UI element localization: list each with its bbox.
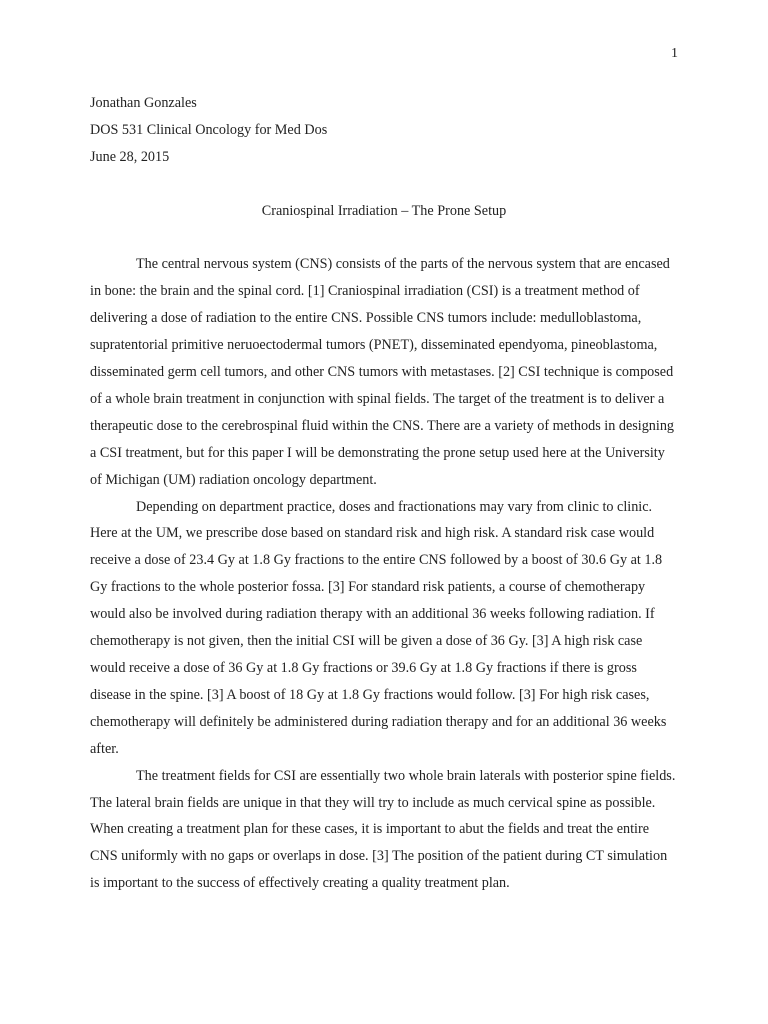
document-body bbox=[90, 90, 678, 897]
page-number: 1 bbox=[671, 46, 678, 61]
document-date: June 28, 2015 bbox=[90, 148, 170, 165]
document-title: Craniospinal Irradiation – The Prone Setup bbox=[261, 202, 507, 219]
course-name: DOS 531 Clinical Oncology for Med Dos bbox=[90, 121, 328, 138]
paragraph-3: The treatment fields for CSI are essentially two whole brain laterals with posterior spine fields. The lateral brain fields are unique in that they will try to include as much cervical spine as possible. When creating a treatment plan for these cases, it is important to abut the fields and treat the entire CNS uniformly with no gaps or overlaps in dose. [3] The position of the patient during CT simulation is important to the success of effectively creating a quality treatment plan. bbox=[90, 767, 676, 892]
paragraph-1: The central nervous system (CNS) consists of the parts of the nervous system that are encased in bone: the brain and the spinal cord. [1] Craniospinal irradiation (CSI) is a treatment method of delivering a dose of radiation to the entire CNS. Possible CNS tumors include: medulloblastoma, supratentorial primitive neruoectodermal tumors (PNET), disseminated ependyoma, pineoblastoma, disseminated germ cell tumors, and other CNS tumors with metastases. [2] CSI technique is composed of a whole brain treatment in conjunction with spinal fields. The target of the treatment is to deliver a therapeutic dose to the cerebrospinal fluid within the CNS. There are a variety of methods in designing a CSI treatment, but for this paper I will be demonstrating the prone setup used here at the University of Michigan (UM) radiation oncology department. bbox=[90, 256, 675, 488]
paragraph-2: Depending on department practice, doses and fractionations may vary from clinic to clinic. Here at the UM, we prescribe dose based on standard risk and high risk. A standard risk case would receive a dose of 23.4 Gy at 1.8 Gy fractions to the entire CNS followed by a boost of 30.6 Gy at 1.8 Gy fractions to the whole posterior fossa. [3] For standard risk patients, a course of chemotherapy would also be involved during radiation therapy with an additional 36 weeks following radiation. If chemotherapy is not given, then the initial CSI will be given a dose of 36 Gy. [3] A high risk case would receive a dose of 36 Gy at 1.8 Gy fractions or 39.6 Gy at 1.8 Gy fractions if there is gross disease in the spine. [3] A boost of 18 Gy at 1.8 Gy fractions would follow. [3] For high risk cases, chemotherapy will definitely be administered during radiation therapy and for an additional 36 weeks after. bbox=[90, 498, 667, 757]
author-name: Jonathan Gonzales bbox=[90, 95, 197, 111]
